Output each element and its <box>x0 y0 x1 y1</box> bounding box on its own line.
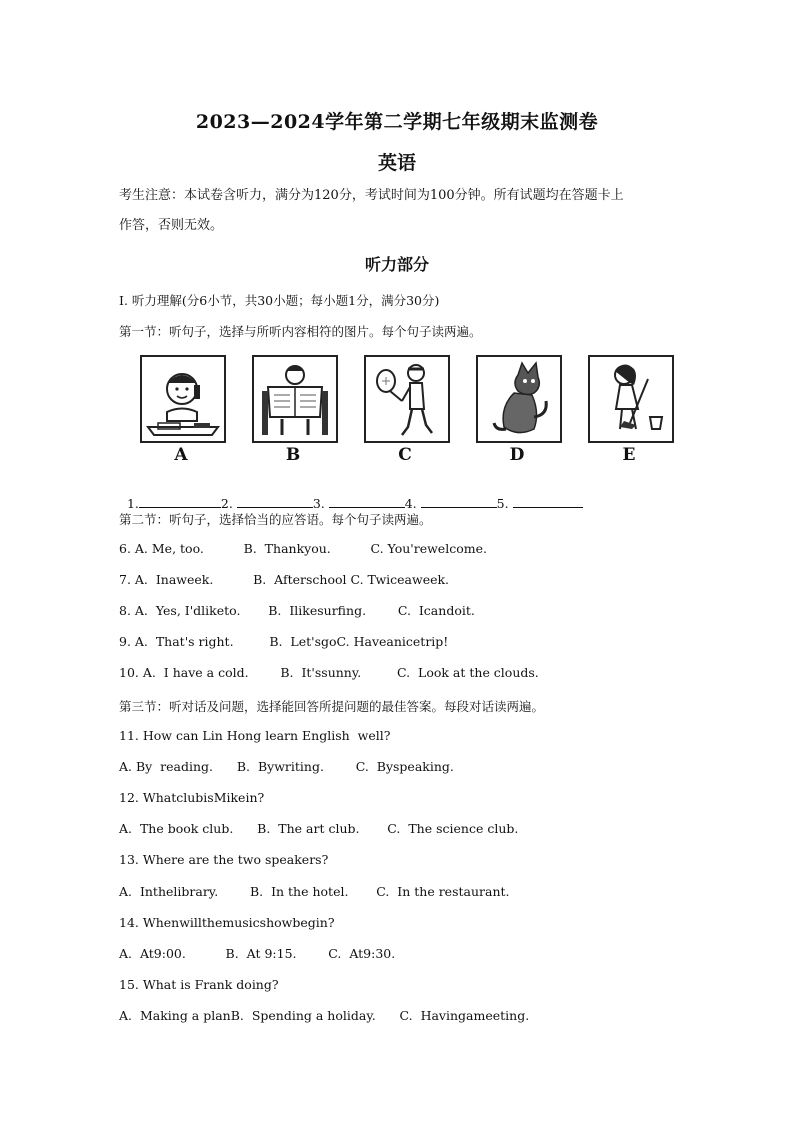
picture-label-b: B <box>285 445 301 465</box>
question-10: 10. A. I have a cold. B. It'ssunny. C. Look at the clouds. <box>119 665 539 680</box>
section1-instruction: 第一节：听句子，选择与所听内容相符的图片。每个句子读两遍。 <box>119 324 482 339</box>
subject-title: 英语 <box>377 152 416 174</box>
answer-blank-1[interactable] <box>139 495 221 508</box>
options-11: A. By reading. B. Bywriting. C. Byspeaking. <box>119 759 454 774</box>
blank-label-2: 2. <box>220 496 233 511</box>
picture-label-e: E <box>622 445 636 465</box>
exam-title: 2023—2024学年第二学期七年级期末监测卷 <box>195 111 599 133</box>
blank-label-4: 4. <box>404 496 417 511</box>
blank-label-5: 5. <box>496 496 509 511</box>
answer-blank-4[interactable] <box>421 495 497 508</box>
notice-line-1: 考生注意：本试卷含听力，满分为120分，考试时间为100分钟。所有试题均在答题卡上 <box>119 188 624 203</box>
blank-label-1: 1. <box>126 496 139 511</box>
options-14: A. At9:00. B. At 9:15. C. At9:30. <box>119 946 396 961</box>
options-13: A. Inthelibrary. B. In the hotel. C. In the restaurant. <box>119 884 510 899</box>
section2-instruction: 第二节：听句子，选择恰当的应答语。每个句子读两遍。 <box>119 512 432 527</box>
question-12: 12. WhatclubisMikein? <box>119 790 265 805</box>
question-8: 8. A. Yes, I'dliketo. B. Ilikesurfing. C. Icandoit. <box>119 603 475 618</box>
section3-instruction: 第三节：听对话及问题，选择能回答所提问题的最佳答案。每段对话读两遍。 <box>119 699 545 714</box>
picture-label-c: C <box>398 445 412 465</box>
blank-label-3: 3. <box>312 496 325 511</box>
part1-heading: I. 听力理解(分6小节，共30小题；每小题1分，满分30分) <box>119 293 440 308</box>
tennis-player-icon <box>366 357 448 441</box>
question-9: 9. A. That's right. B. Let'sgoC. Haveanicetrip! <box>119 634 449 649</box>
answer-blank-5[interactable] <box>513 495 583 508</box>
cat-icon <box>478 357 560 441</box>
boy-on-phone-icon <box>142 357 224 441</box>
girl-mopping-icon <box>590 357 672 441</box>
question-15: 15. What is Frank doing? <box>119 977 279 992</box>
options-15: A. Making a planB. Spending a holiday. C. Havingameeting. <box>119 1008 530 1023</box>
options-12: A. The book club. B. The art club. C. The science club. <box>119 821 519 836</box>
picture-d <box>476 355 562 443</box>
question-11: 11. How can Lin Hong learn English well? <box>119 728 391 743</box>
picture-row <box>140 355 670 465</box>
picture-b <box>252 355 338 443</box>
picture-label-a: A <box>174 445 188 465</box>
picture-c <box>364 355 450 443</box>
question-14: 14. Whenwillthemusicshowbegin? <box>119 915 335 930</box>
listening-section-title: 听力部分 <box>364 255 429 274</box>
answer-blank-2[interactable] <box>237 495 313 508</box>
man-reading-newspaper-icon <box>254 357 336 441</box>
question-7: 7. A. Inaweek. B. Afterschool C. Twiceaweek. <box>119 572 450 587</box>
notice-line-2: 作答，否则无效。 <box>119 218 224 233</box>
answer-blanks-row <box>119 480 583 511</box>
picture-label-d: D <box>509 445 525 465</box>
question-6: 6. A. Me, too. B. Thankyou. C. You'rewelcome. <box>119 541 487 556</box>
picture-e <box>588 355 674 443</box>
picture-a <box>140 355 226 443</box>
answer-blank-3[interactable] <box>329 495 405 508</box>
question-13: 13. Where are the two speakers? <box>119 852 329 867</box>
